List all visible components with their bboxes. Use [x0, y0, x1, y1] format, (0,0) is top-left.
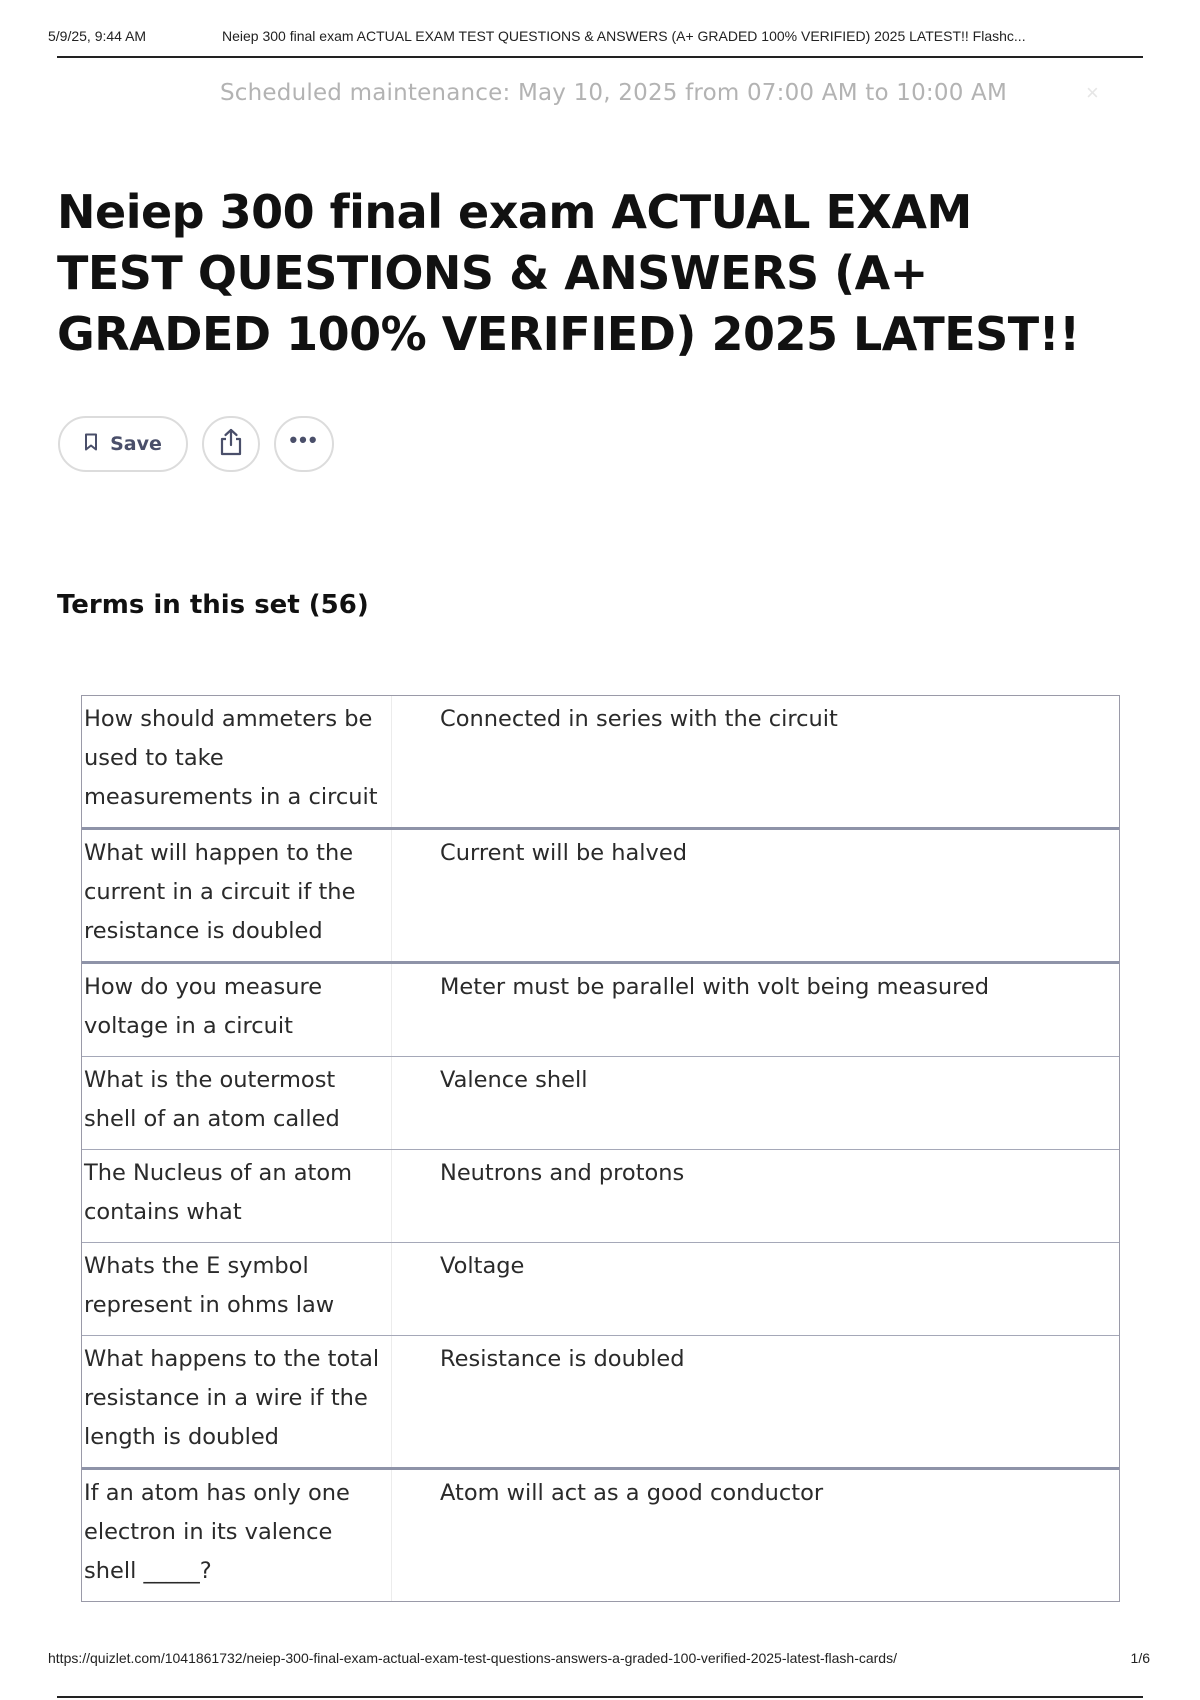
page-number: 1/6: [1130, 1650, 1150, 1666]
terms-table: [81, 695, 1120, 1602]
term-cell: If an atom has only one electron in its valence shell _____?: [82, 1470, 392, 1601]
table-row: [82, 1335, 1119, 1467]
term-cell: How do you measure voltage in a circuit: [82, 964, 392, 1056]
definition-cell: Connected in series with the circuit: [440, 706, 838, 732]
close-icon[interactable]: ×: [1086, 80, 1099, 105]
table-row: [82, 961, 1119, 1056]
more-options-button[interactable]: [274, 416, 334, 472]
print-datetime: 5/9/25, 9:44 AM: [48, 28, 147, 44]
definition-cell: Voltage: [440, 1253, 525, 1279]
definition-cell: Neutrons and protons: [440, 1160, 685, 1186]
print-header: [48, 28, 1142, 44]
definition-cell: Current will be halved: [440, 840, 687, 866]
term-cell: What is the outermost shell of an atom called: [82, 1057, 392, 1149]
term-cell: Whats the E symbol represent in ohms law: [82, 1243, 392, 1335]
save-button-label: Save: [110, 433, 162, 455]
table-row: [82, 1149, 1119, 1242]
footer-divider: [57, 1696, 1143, 1698]
table-row: [82, 1242, 1119, 1335]
bookmark-icon: [84, 433, 98, 456]
print-footer: [48, 1650, 1150, 1669]
page-title: Neiep 300 final exam ACTUAL EXAM TEST QUESTIONS & ANSWERS (A+ GRADED 100% VERIFIED) 2025 LATEST!!: [57, 185, 1080, 361]
term-cell: How should ammeters be used to take measurements in a circuit: [82, 696, 392, 827]
term-cell: What happens to the total resistance in a wire if the length is doubled: [82, 1336, 392, 1467]
definition-cell: Resistance is doubled: [440, 1346, 685, 1372]
print-document-title: Neiep 300 final exam ACTUAL EXAM TEST QUESTIONS & ANSWERS (A+ GRADED 100% VERIFIED) 2025 LATEST!! Flashc...: [222, 28, 1026, 44]
definition-cell: Atom will act as a good conductor: [440, 1480, 824, 1506]
term-cell: The Nucleus of an atom contains what: [82, 1150, 392, 1242]
term-cell: What will happen to the current in a circuit if the resistance is doubled: [82, 830, 392, 961]
table-row: [82, 1467, 1119, 1601]
table-row: [82, 696, 1119, 827]
terms-heading: Terms in this set (56): [57, 590, 369, 620]
table-row: [82, 1056, 1119, 1149]
maintenance-banner: Scheduled maintenance: May 10, 2025 from 07:00 AM to 10:00 AM: [220, 80, 1008, 106]
more-icon: •••: [289, 427, 319, 452]
definition-cell: Valence shell: [440, 1067, 588, 1093]
share-button[interactable]: [202, 416, 260, 472]
definition-cell: Meter must be parallel with volt being measured: [440, 974, 990, 1000]
header-divider: [57, 56, 1143, 58]
share-icon: [218, 428, 244, 461]
save-button[interactable]: [58, 416, 188, 472]
page-url: https://quizlet.com/1041861732/neiep-300-final-exam-actual-exam-test-questions-answers-a-graded-100-verified-2025-latest-flash-cards/: [48, 1650, 897, 1666]
table-row: [82, 827, 1119, 961]
